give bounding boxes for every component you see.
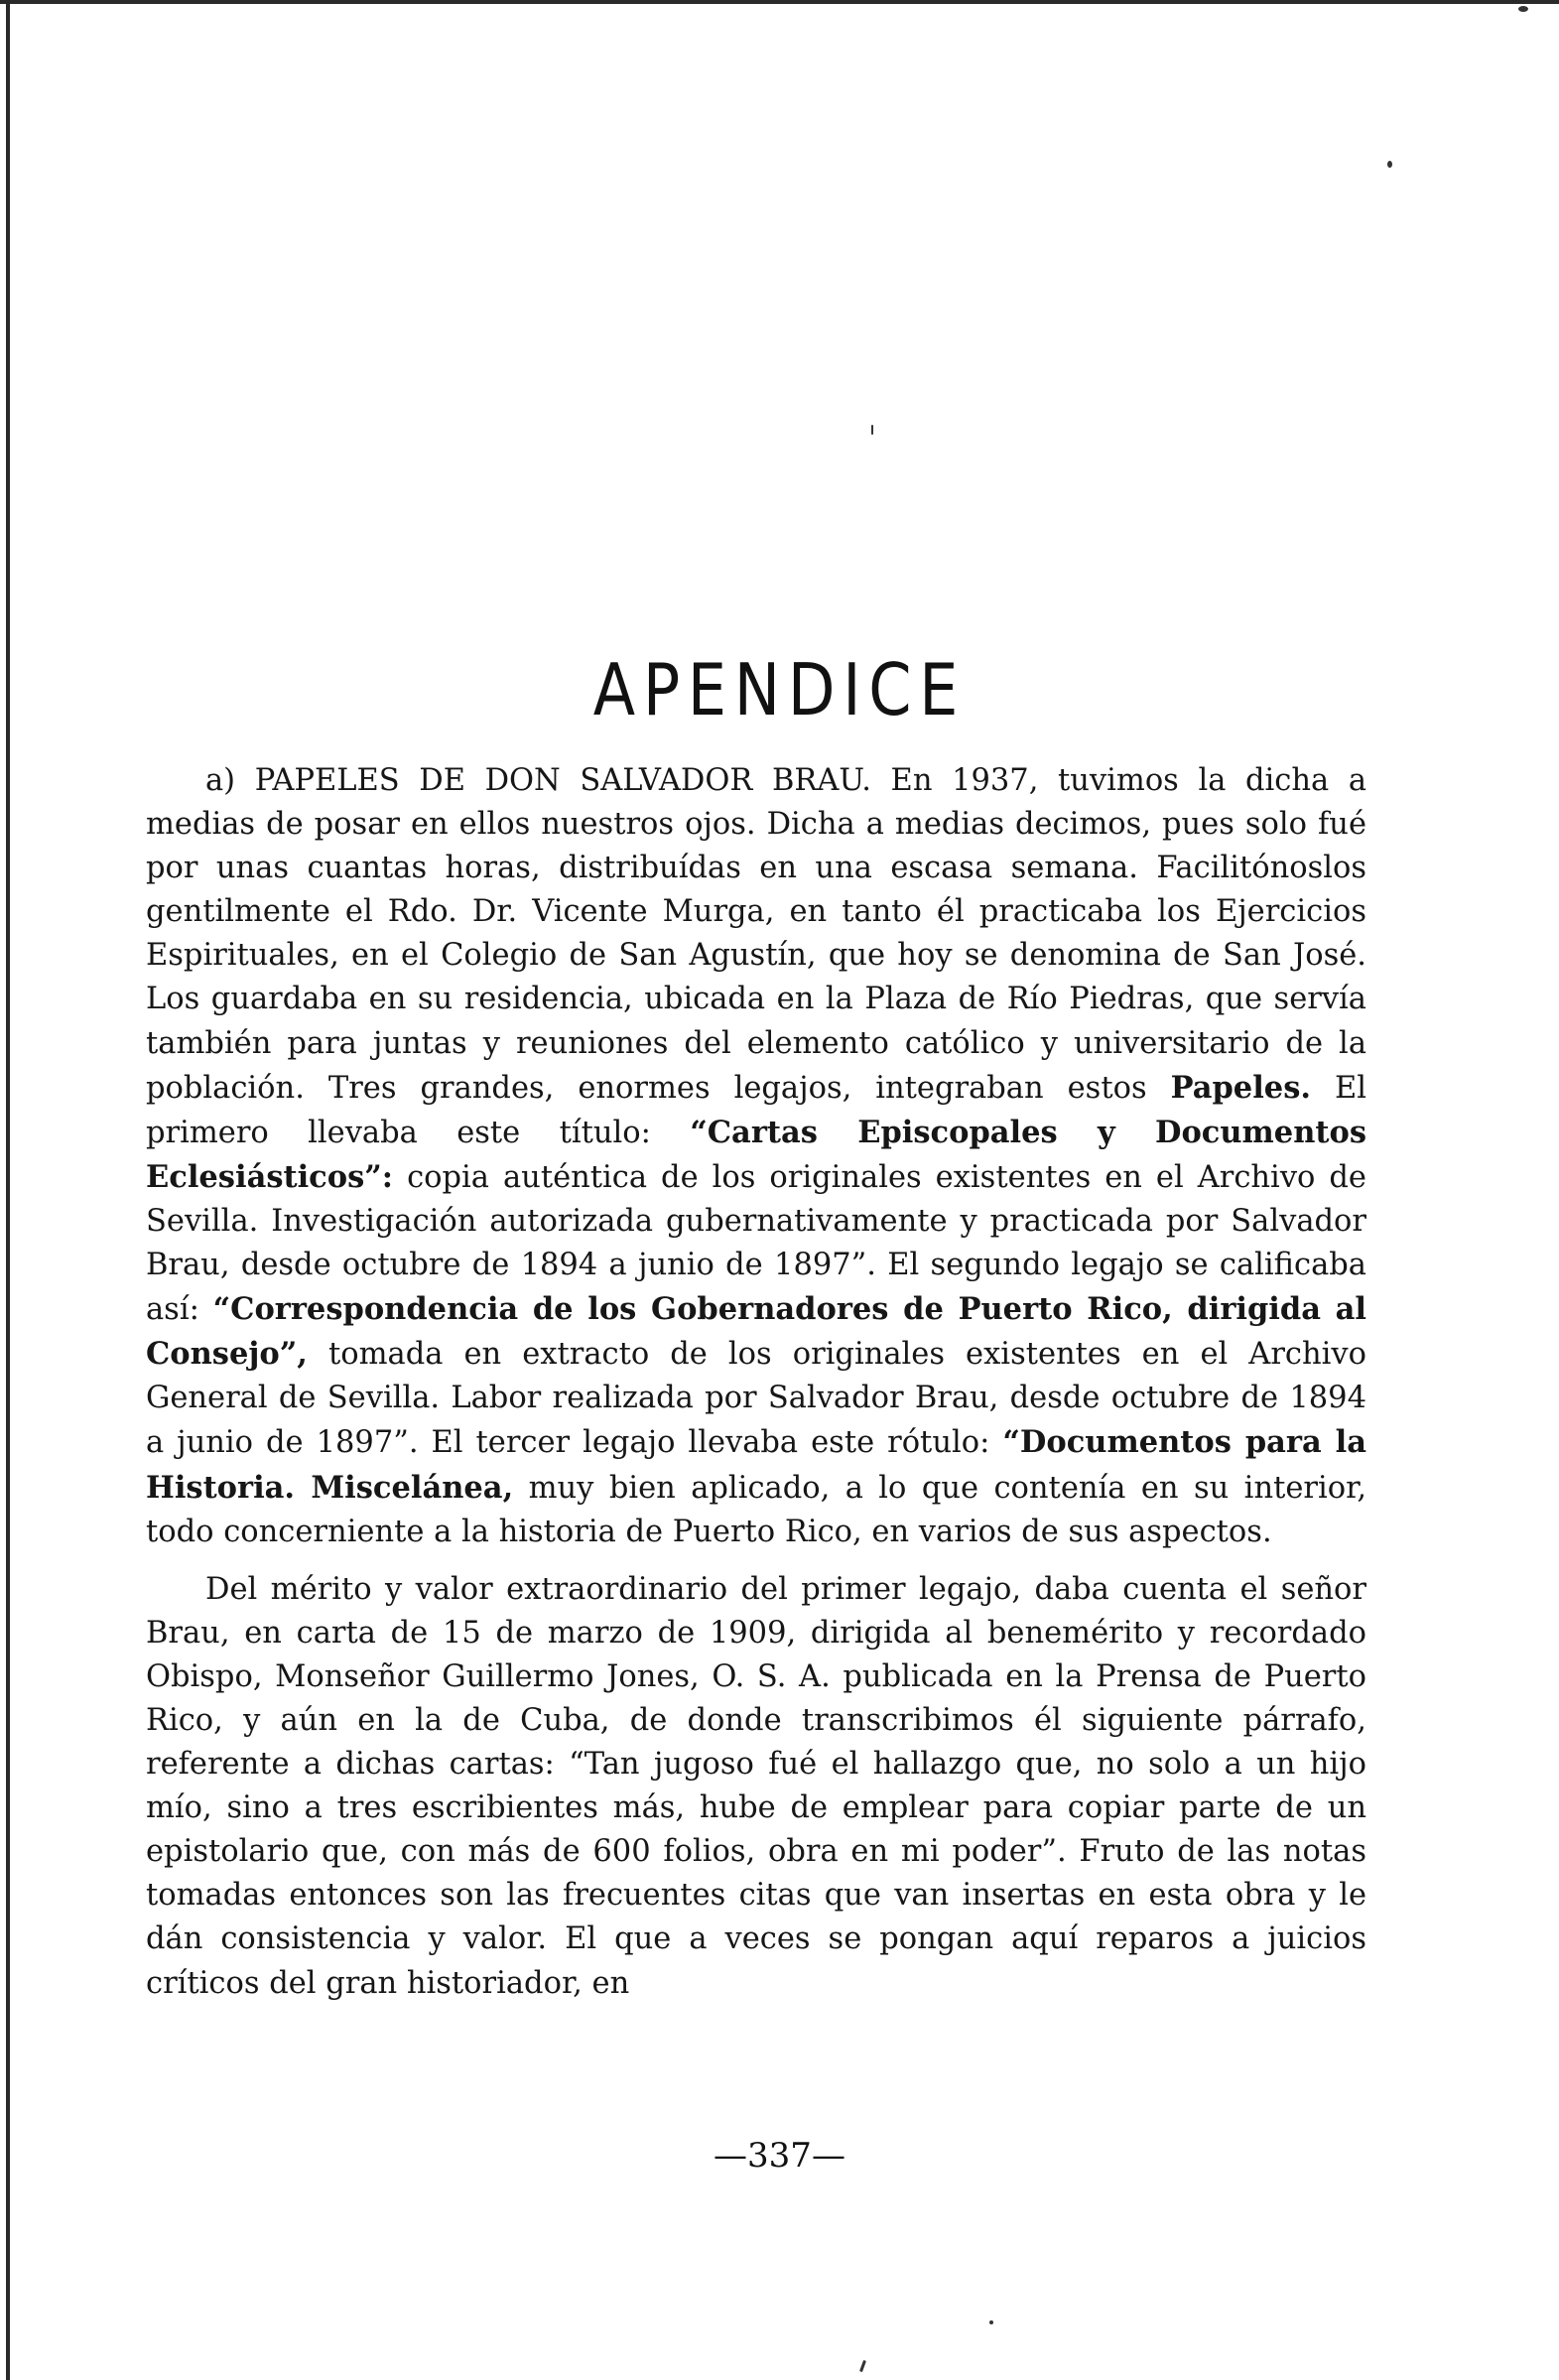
scan-speck [859, 2360, 866, 2372]
scan-edge-top [0, 0, 1559, 4]
scan-speck [989, 2320, 993, 2324]
bold-term: “Documentos para la Historia. Miscelánea, [146, 1424, 1367, 1506]
paragraph-text: El primero llevaba este título: [146, 1070, 1366, 1150]
scan-speck [871, 425, 873, 435]
paragraph-text: muy bien aplicado, a lo que contenía en su interior, todo concerniente a la historia de Puerto Rico, en varios de sus aspectos. [146, 1470, 1367, 1549]
scan-speck [1387, 161, 1392, 168]
paragraph-text: a) PAPELES DE DON SALVADOR BRAU. En 1937, tuvimos la dicha a medias de posar en ellos nuestros ojos. Dicha a medias decimos, pues solo fué por unas cuantas horas, distribuídas en una escasa semana. Facilitónoslos gentilmente el Rdo. Dr. Vicente Murga, en tanto él practicaba los Ejercicios Espirituales, en el Colegio de San Agustín, que hoy se denomina de San José. Los guardaba en su residencia, ubicada en la Plaza de Río Piedras, que servía también para juntas y reuniones del elemento católico y universitario de la población. Tres grandes, enormes legajos, integraban estos [146, 763, 1366, 1106]
scan-edge-left [6, 0, 10, 2380]
paragraph-merito: Del mérito y valor extraordinario del primer legajo, daba cuenta el señor Brau, en carta de 15 de marzo de 1909, dirigida al benemérito y recordado Obispo, Monseñor Guillermo Jones, O. S. A. publicada en la Prensa de Puerto Rico, y aún en la de Cuba, de donde transcribimos él siguiente párrafo, referente a dichas cartas: “Tan jugoso fué el hallazgo que, no solo a un hijo mío, sino a tres escribientes más, hube de emplear para copiar parte de un epistolario que, con más de 600 folios, obra en mi poder”. Fruto de las notas tomadas entonces son las frecuentes citas que van insertas en esta obra y le dán consistencia y valor. El que a veces se pongan aquí reparos a juicios críticos del gran historiador, en [146, 1571, 1366, 2001]
bold-term: “Correspondencia de los Gobernadores de Puerto Rico, dirigida al Consejo”, [146, 1291, 1366, 1373]
bold-term: Papeles. [1170, 1069, 1311, 1106]
paragraph-papeles-brau [146, 759, 1366, 1554]
scan-speck [1518, 6, 1528, 12]
body-text [146, 759, 1366, 2006]
paragraph-text: tomada en extracto de los originales existentes en el Archivo General de Sevilla. Labor realizada por Salvador Brau, desde octubre de 1894 a junio de 1897”. El tercer legajo llevaba este rótulo: [146, 1337, 1366, 1461]
page-title: APENDICE [592, 648, 967, 732]
bold-term: “Cartas Episcopales y Documentos Eclesiásticos”: [146, 1114, 1366, 1195]
page-number: —337— [714, 2136, 845, 2176]
paragraph-text: copia auténtica de los originales existentes en el Archivo de Sevilla. Investigación autorizada gubernativamente y practicada por Salvador Brau, desde octubre de 1894 a junio de 1897”. El segundo legajo se calificaba así: [146, 1159, 1366, 1328]
